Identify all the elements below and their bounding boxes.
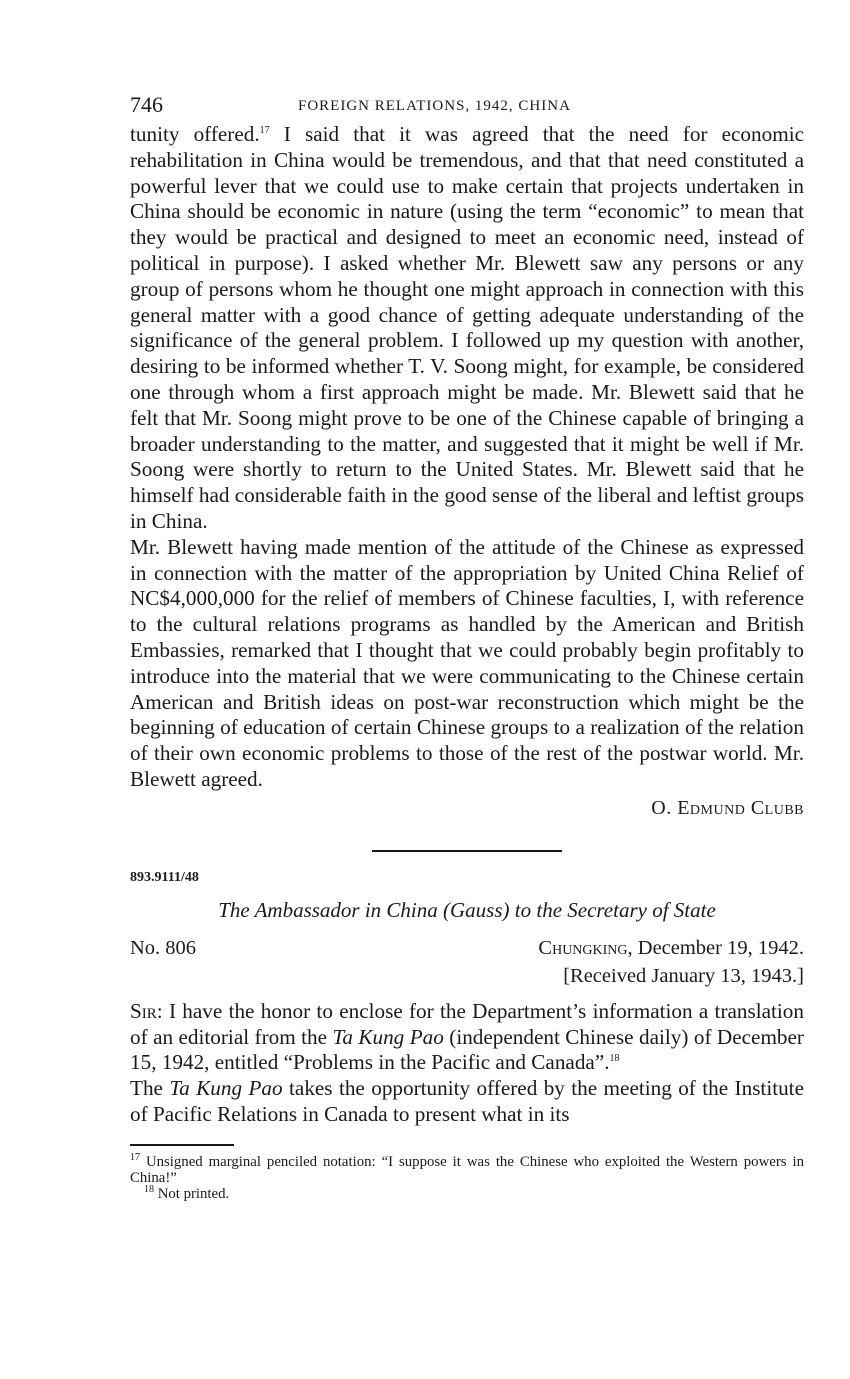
letter-paragraph-2: The Ta Kung Pao takes the opportunity offered by the meeting of the Institute of Pacific Relations in Canada to present what in its [130,1076,804,1126]
signature: O. Edmund Clubb [651,796,804,819]
place-date: Chungking, December 19, 1942. [538,936,804,959]
received-date: [Received January 13, 1943.] [563,964,804,987]
footnote-18: $^{18}$ Not printed. [144,1183,230,1202]
memo-paragraph-2: Mr. Blewett having made mention of the attitude of the Chinese as expressed in connection with the matter of the appropriation by United China Relief of NC$4,000,000 for the relief of members of Chinese faculties, I, with reference to the cultural relations programs as handled by the American and British Embassies, remarked that I thought that we could probably begin profitably to introduce into the material that we were communicating to the Chinese certain American and British ideas on post-war reconstruction which might be the beginning of education of certain Chinese groups to a realization of the relation of their own economic problems to those of the rest of the postwar world. Mr. Blewett agreed. [130,534,804,791]
footnote-rule [130,1144,234,1146]
document-number: No. 806 [130,936,197,959]
section-divider [372,850,562,852]
memo-body [130,122,804,793]
document-page [130,90,804,1202]
page-number: 746 [130,92,163,117]
letter-paragraph-1: Sir: I have the honor to enclose for the Department’s information a translation of an editorial from the Ta Kung Pao (independent Chinese daily) of December 15, 1942, entitled “Problems in the Pacific and Canada”.$^{18}$ [130,998,804,1075]
footnotes [130,1151,804,1202]
salutation: Sir [130,998,157,1023]
footnote-ref-17[interactable]: 17 [259,124,270,136]
dateline [130,937,804,993]
memo-paragraph-1: tunity offered.$^{17}$ I said that it was agreed that the need for economic rehabilitation in China would be tremendous, and that that need constituted a powerful lever that we could use to make certain that projects undertaken in China should be economic in nature (using the term “economic” to mean that they would be practical and designed to meet an economic need, instead of political in purpose). I asked whether Mr. Blewett saw any persons or any group of persons whom he thought one might approach in connection with this general matter with a good chance of getting adequate understanding of the significance of the general problem. I followed up my question with another, desiring to be informed whether T. V. Soong might, for example, be considered one through whom a first approach might be made. Mr. Blewett said that he felt that Mr. Soong might prove to be one of the Chinese capable of bringing a broader understanding to the matter, and suggested that it might be well if Mr. Soong were shortly to return to the United States. Mr. Blewett said that he himself had considerable faith in the good sense of the liberal and leftist groups in China. [130,122,804,533]
running-title: FOREIGN RELATIONS, 1942, CHINA [298,98,571,114]
footnote-ref-18[interactable]: 18 [609,1053,620,1065]
document-heading: The Ambassador in China (Gauss) to the Secretary of State [218,897,716,922]
letter-body [130,999,804,1128]
file-number: 893.9111/48 [130,869,199,885]
running-head [130,90,804,122]
footnote-17: $^{17}$ Unsigned marginal penciled notation: “I suppose it was the Chinese who exploited the Western powers in China!” [130,1151,804,1186]
